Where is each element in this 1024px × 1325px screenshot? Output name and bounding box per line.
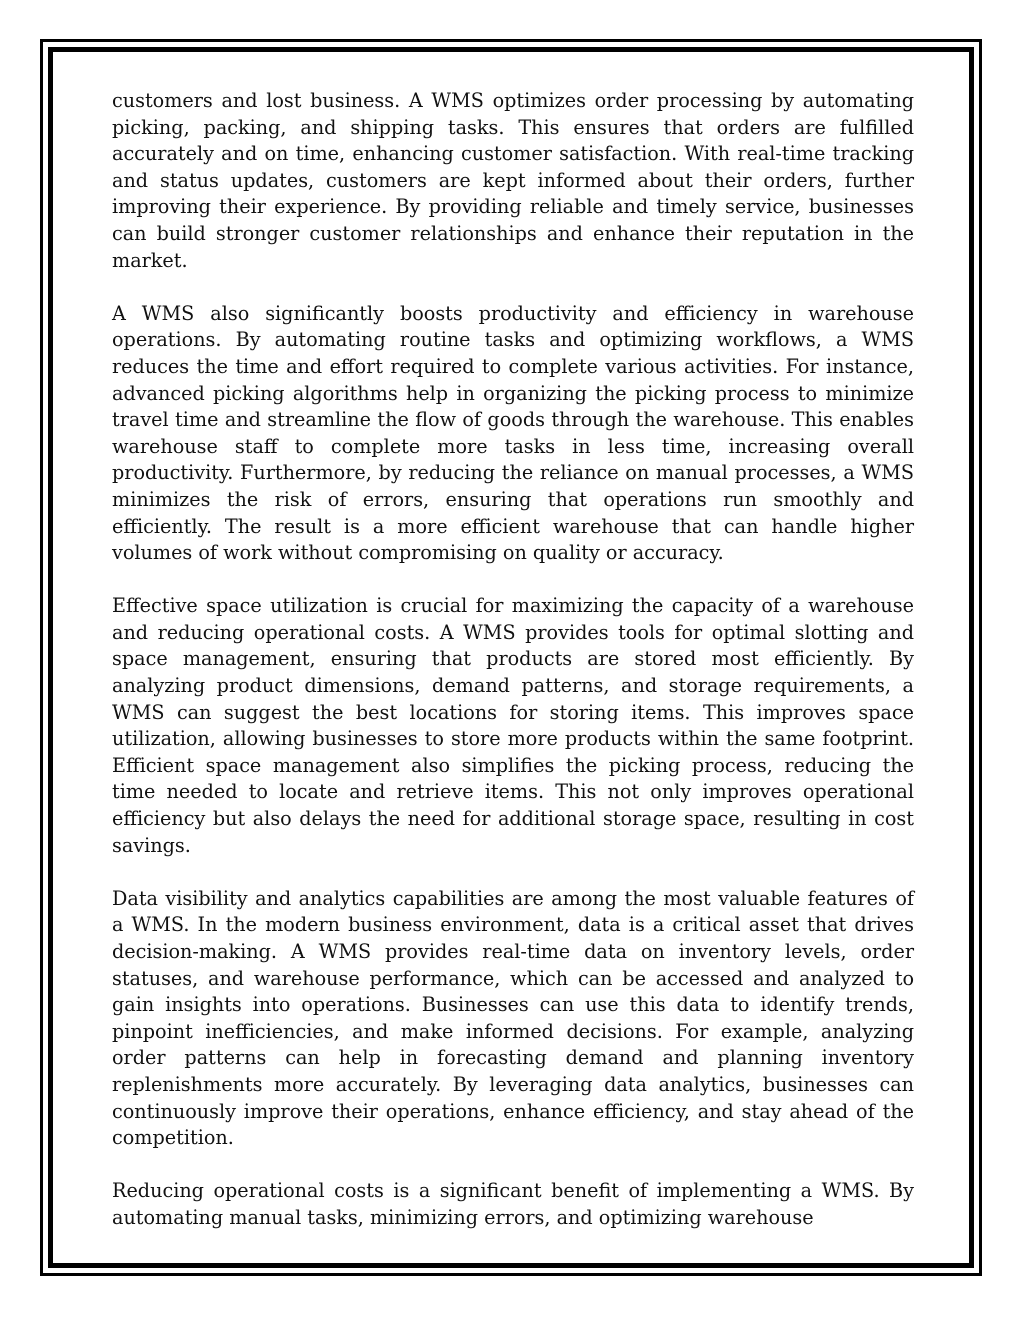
paragraph-data-analytics: Data visibility and analytics capabilities are among the most valuable features of a WMS. In the modern business environment, data is a critical asset that drives decision-making. A WMS provides real-time data on inventory levels, order statuses, and warehouse performance, which can be accessed and analyzed to gain insights into operations. Businesses can use this data to identify trends, pinpoint inefficiencies, and make informed decisions. For example, analyzing order patterns can help in forecasting demand and planning inventory replenishments more accurately. By leveraging data analytics, businesses can continuously improve their operations, enhance efficiency, and stay ahead of the competition.	[112, 886, 914, 1150]
paragraph-space-utilization: Effective space utilization is crucial for maximizing the capacity of a warehouse and reducing operational costs. A WMS provides tools for optimal slotting and space management, ensuring that products are stored most efficiently. By analyzing product dimensions, demand patterns, and storage requirements, a WMS can suggest the best locations for storing items. This improves space utilization, allowing businesses to store more products within the same footprint. Efficient space management also simplifies the picking process, reducing the time needed to locate and retrieve items. This not only improves operational efficiency but also delays the need for additional storage space, resulting in cost savings.	[112, 594, 914, 857]
paragraph-productivity: A WMS also significantly boosts productivity and efficiency in warehouse operations. By automating routine tasks and optimizing workflows, a WMS reduces the time and effort required to complete various activities. For instance, advanced picking algorithms help in organizing the picking process to minimize travel time and streamline the flow of goods through the warehouse. This enables warehouse staff to complete more tasks in less time, increasing overall productivity. Furthermore, by reducing the reliance on manual processes, a WMS minimizes the risk of errors, ensuring that operations run smoothly and efficiently. The result is a more efficient warehouse that can handle higher volumes of work without compromising on quality or accuracy.	[112, 301, 914, 565]
document-body	[112, 88, 914, 1258]
paragraph-operational-costs: Reducing operational costs is a significant benefit of implementing a WMS. By automating manual tasks, minimizing errors, and optimizing warehouse	[112, 1179, 914, 1229]
paragraph-customer-satisfaction: customers and lost business. A WMS optimizes order processing by automating picking, packing, and shipping tasks. This ensures that orders are fulfilled accurately and on time, enhancing customer satisfaction. With real-time tracking and status updates, customers are kept informed about their orders, further improving their experience. By providing reliable and timely service, businesses can build stronger customer relationships and enhance their reputation in the market.	[112, 89, 914, 272]
